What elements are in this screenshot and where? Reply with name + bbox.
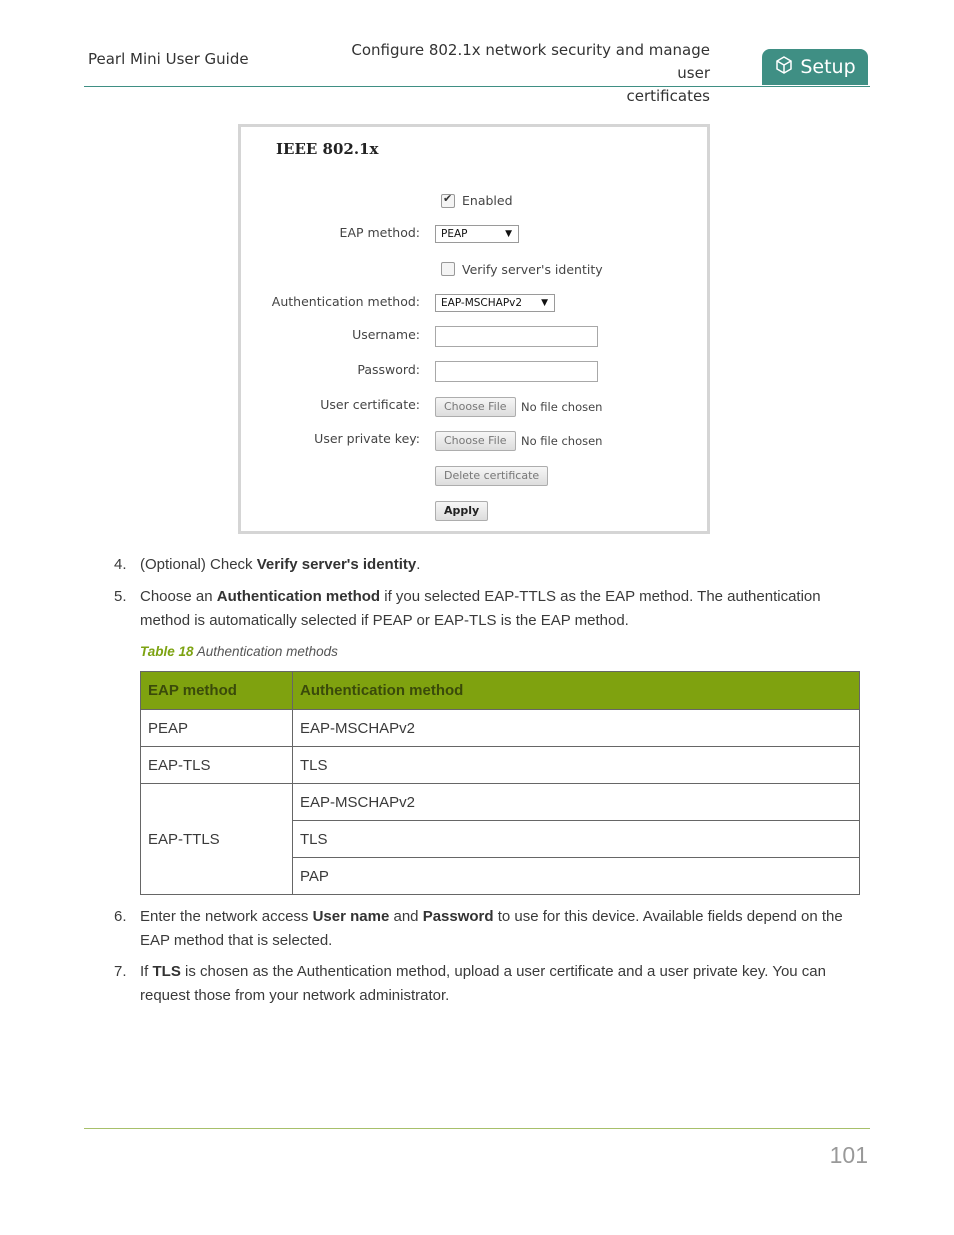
- enabled-checkbox[interactable]: [441, 194, 455, 208]
- chevron-down-icon: ▼: [541, 298, 548, 308]
- table-caption-label: Table 18: [140, 644, 194, 659]
- eap-method-cell: EAP-TLS: [141, 747, 293, 784]
- table-header-row: [141, 672, 860, 710]
- header-divider: [84, 86, 870, 87]
- setup-tab-label: Setup: [800, 56, 856, 78]
- password-input[interactable]: [435, 361, 598, 382]
- choose-private-key-button[interactable]: Choose File: [435, 431, 516, 451]
- private-key-file-status: No file chosen: [521, 434, 603, 448]
- auth-method-select[interactable]: [435, 294, 555, 312]
- username-input[interactable]: [435, 326, 598, 347]
- user-certificate-label: User certificate:: [320, 397, 420, 412]
- auth-method-cell: TLS: [293, 747, 860, 784]
- page-number: 101: [829, 1142, 868, 1168]
- section-title-line-2: certificates: [626, 87, 710, 105]
- column-header-auth-method: Authentication method: [293, 672, 860, 710]
- auth-method-cell: EAP-MSCHAPv2: [293, 710, 860, 747]
- verify-server-label: Verify server's identity: [462, 262, 603, 277]
- step-number: 4.: [114, 556, 127, 573]
- step-text: Enter the network access User name and Password to use for this device. Available fields depend on the EAP method that is selected.: [140, 908, 843, 949]
- chevron-down-icon: ▼: [505, 229, 512, 239]
- auth-method-cell: EAP-MSCHAPv2: [293, 784, 860, 821]
- apply-button[interactable]: Apply: [435, 501, 488, 521]
- table-row: [141, 747, 860, 784]
- table-row: [141, 710, 860, 747]
- column-header-eap-method: EAP method: [141, 672, 293, 710]
- certificate-file-status: No file chosen: [521, 400, 603, 414]
- enabled-label: Enabled: [462, 193, 513, 208]
- eap-method-value: PEAP: [441, 228, 468, 240]
- eap-method-select[interactable]: [435, 225, 519, 243]
- auth-method-cell: PAP: [293, 858, 860, 895]
- delete-certificate-button[interactable]: Delete certificate: [435, 466, 548, 486]
- auth-method-cell: TLS: [293, 821, 860, 858]
- table-caption-text: Authentication methods: [196, 644, 338, 659]
- table-caption: [140, 644, 338, 659]
- section-title: [330, 39, 710, 108]
- step-text: Choose an Authentication method if you selected EAP-TTLS as the EAP method. The authentication method is automatically selected if PEAP or EAP-TLS is the EAP method.: [140, 588, 821, 629]
- user-private-key-label: User private key:: [314, 431, 420, 446]
- guide-title: Pearl Mini User Guide: [88, 50, 249, 68]
- password-label: Password:: [357, 362, 420, 377]
- authentication-methods-table: [140, 671, 860, 895]
- section-title-line-1: Configure 802.1x network security and manage user: [351, 41, 710, 82]
- username-label: Username:: [352, 327, 420, 342]
- step-text: If TLS is chosen as the Authentication method, upload a user certificate and a user private key. You can request those from your network administrator.: [140, 963, 826, 1004]
- eap-method-cell: EAP-TTLS: [141, 784, 293, 895]
- auth-method-value: EAP-MSCHAPv2: [441, 297, 523, 309]
- step-number: 7.: [114, 963, 127, 980]
- eap-method-label: EAP method:: [339, 225, 420, 240]
- auth-method-label: Authentication method:: [271, 294, 420, 309]
- step-number: 5.: [114, 588, 127, 605]
- choose-certificate-button[interactable]: Choose File: [435, 397, 516, 417]
- panel-title: IEEE 802.1x: [276, 140, 379, 158]
- eap-method-cell: PEAP: [141, 710, 293, 747]
- footer-divider: [84, 1128, 870, 1129]
- step-text: (Optional) Check Verify server's identity.: [140, 556, 421, 573]
- table-row: [141, 784, 860, 821]
- cube-icon: [774, 55, 794, 80]
- setup-tab[interactable]: [762, 49, 868, 85]
- ieee-8021x-panel: [238, 124, 710, 534]
- verify-server-checkbox[interactable]: [441, 262, 455, 276]
- step-number: 6.: [114, 908, 127, 925]
